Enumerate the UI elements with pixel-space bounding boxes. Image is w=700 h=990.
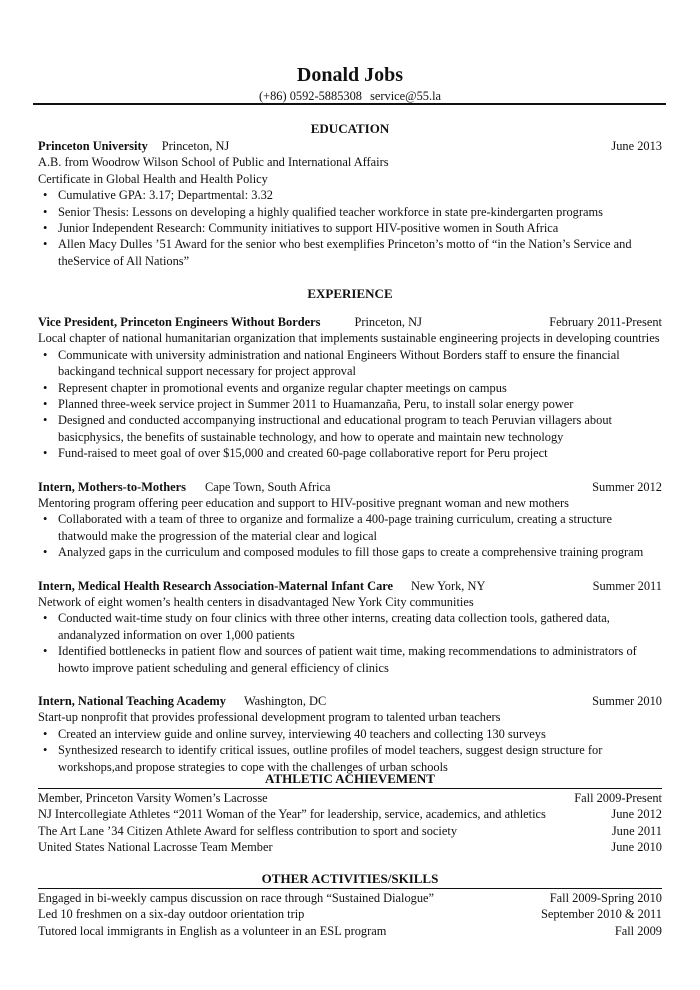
role-location: New York, NY — [411, 578, 486, 593]
org-description: Local chapter of national humanitarian organization that implements sustainable engineering projects in developing countries — [38, 331, 660, 346]
education-date: June 2013 — [611, 139, 662, 153]
bullet-item: • Senior Thesis: Lessons on developing a highly qualified teacher workforce in state pre-kindergarten programs — [38, 204, 662, 220]
phone-number: (+86) 0592-5885308 — [258, 89, 362, 103]
bullet-item: • Identified bottlenecks in patient flow and sources of patient wait time, making recommendations to administrators of howto improve patient scheduling and general efficiency of clinics — [38, 643, 662, 676]
bullet-item: • Represent chapter in promotional events and organize regular chapter meetings on campus — [38, 380, 662, 396]
bullet-item: • Junior Independent Research: Community initiatives to support HIV-positive women in South Africa — [38, 220, 662, 236]
achievement-row: United States National Lacrosse Team Member June 2010 — [38, 840, 662, 855]
email-address: service@55.la — [370, 89, 442, 103]
experience-entry — [38, 479, 662, 561]
activities-section — [38, 871, 662, 939]
bullet-item: • Collaborated with a team of three to organize and formalize a 400-page training curriculum, creating a structure thatwould make the progression of the material clear and logical — [38, 511, 662, 544]
org-description: Start-up nonprofit that provides professional development program to talented urban teachers — [38, 710, 501, 725]
experience-entry — [38, 578, 662, 676]
bullet-item: • Synthesized research to identify critical issues, outline profiles of model teachers, suggest design structure for workshops,and propose strategies to cope with the challenges of urban schools — [38, 742, 662, 775]
athletic-section — [38, 771, 662, 856]
bullet-item: • Cumulative GPA: 3.17; Departmental: 3.32 — [38, 187, 662, 203]
section-title: EXPERIENCE — [307, 286, 393, 301]
bullet-item: • Planned three-week service project in Summer 2011 to Huamanzaña, Peru, to install solar energy power — [38, 396, 662, 412]
bullet-item: • Allen Macy Dulles ’51 Award for the senior who best exemplifies Princeton’s motto of “in the Nation’s Service and theService of All Nations” — [38, 236, 662, 269]
candidate-name: Donald Jobs — [296, 64, 404, 86]
education-bullets — [38, 187, 662, 269]
bullet-item: • Designed and conducted accompanying instructional and educational program to teach Peruvian villagers about basicphysics, the benefits of sustainable technology, and how to operate and maintain new technology — [38, 412, 662, 445]
role-date: Summer 2012 — [592, 479, 662, 494]
bullet-item: • Analyzed gaps in the curriculum and composed modules to fill those gaps to create a comprehensive training program — [38, 544, 662, 560]
bullet-item: • Created an interview guide and online survey, interviewing 40 teachers and collecting 130 surveys — [38, 726, 662, 742]
entry-header-row — [38, 314, 662, 330]
experience-section — [38, 286, 662, 775]
role-date: February 2011-Present — [549, 315, 662, 329]
experience-entry — [38, 314, 662, 462]
education-header-row — [38, 138, 662, 154]
org-description: Network of eight women’s health centers in disadvantaged New York City communities — [38, 595, 474, 610]
entry-header-row — [38, 578, 662, 594]
entry-header-row — [38, 693, 662, 709]
experience-entry — [38, 693, 662, 775]
section-title: OTHER ACTIVITIES/SKILLS — [261, 871, 439, 886]
role-location: Washington, DC — [243, 694, 327, 709]
header-rule — [33, 103, 666, 105]
degree-line: A.B. from Woodrow Wilson School of Public and International Affairs — [38, 155, 389, 170]
role-location: Cape Town, South Africa — [204, 479, 331, 494]
entry-bullets — [38, 511, 662, 560]
section-title: EDUCATION — [310, 121, 390, 136]
entry-header-row — [38, 479, 662, 495]
achievement-row: The Art Lane ’34 Citizen Athlete Award for selfless contribution to sport and society June 2011 — [38, 823, 662, 838]
entry-bullets — [38, 347, 662, 462]
achievement-row: Member, Princeton Varsity Women’s Lacrosse Fall 2009-Present — [38, 791, 662, 805]
bullet-item: • Conducted wait-time study on four clinics with three other interns, creating data collection tools, gathered data, andanalyzed information on over 1,000 patients — [38, 610, 662, 643]
role-title: Intern, Mothers-to-Mothers — [38, 479, 186, 494]
entry-bullets — [38, 610, 662, 676]
org-description: Mentoring program offering peer education and support to HIV-positive pregnant woman and new mothers — [38, 496, 569, 511]
activity-row: Engaged in bi-weekly campus discussion on race through “Sustained Dialogue” Fall 2009-Spring 2010 — [38, 891, 662, 905]
education-section — [38, 121, 662, 269]
school-name: Princeton University — [38, 139, 148, 153]
bullet-item: • Communicate with university administration and national Engineers Without Borders staff to ensure the financial backingand technical support necessary for project approval — [38, 347, 662, 380]
activity-row: Led 10 freshmen on a six-day outdoor orientation trip September 2010 & 2011 — [38, 907, 662, 922]
role-location: Princeton, NJ — [354, 315, 422, 329]
bullet-item: • Fund-raised to meet goal of over $15,000 and created 60-page collaborative report for Peru project — [38, 445, 662, 461]
entry-bullets — [38, 726, 662, 775]
school-location: Princeton, NJ — [161, 139, 230, 153]
section-rule — [38, 888, 662, 889]
section-rule — [38, 788, 662, 789]
contact-line — [0, 88, 700, 104]
role-date: Summer 2010 — [592, 694, 662, 709]
certificate-line: Certificate in Global Health and Health Policy — [38, 171, 268, 186]
role-title: Intern, National Teaching Academy — [38, 694, 226, 709]
role-title: Vice President, Princeton Engineers Without Borders — [38, 315, 321, 329]
role-date: Summer 2011 — [592, 578, 662, 593]
section-title: ATHLETIC ACHIEVEMENT — [265, 771, 435, 786]
activity-row: Tutored local immigrants in English as a volunteer in an ESL program Fall 2009 — [38, 923, 662, 938]
role-title: Intern, Medical Health Research Association-Maternal Infant Care — [38, 578, 394, 593]
achievement-row: NJ Intercollegiate Athletes “2011 Woman of the Year” for leadership, service, academics, and athletics June 2012 — [38, 807, 662, 822]
